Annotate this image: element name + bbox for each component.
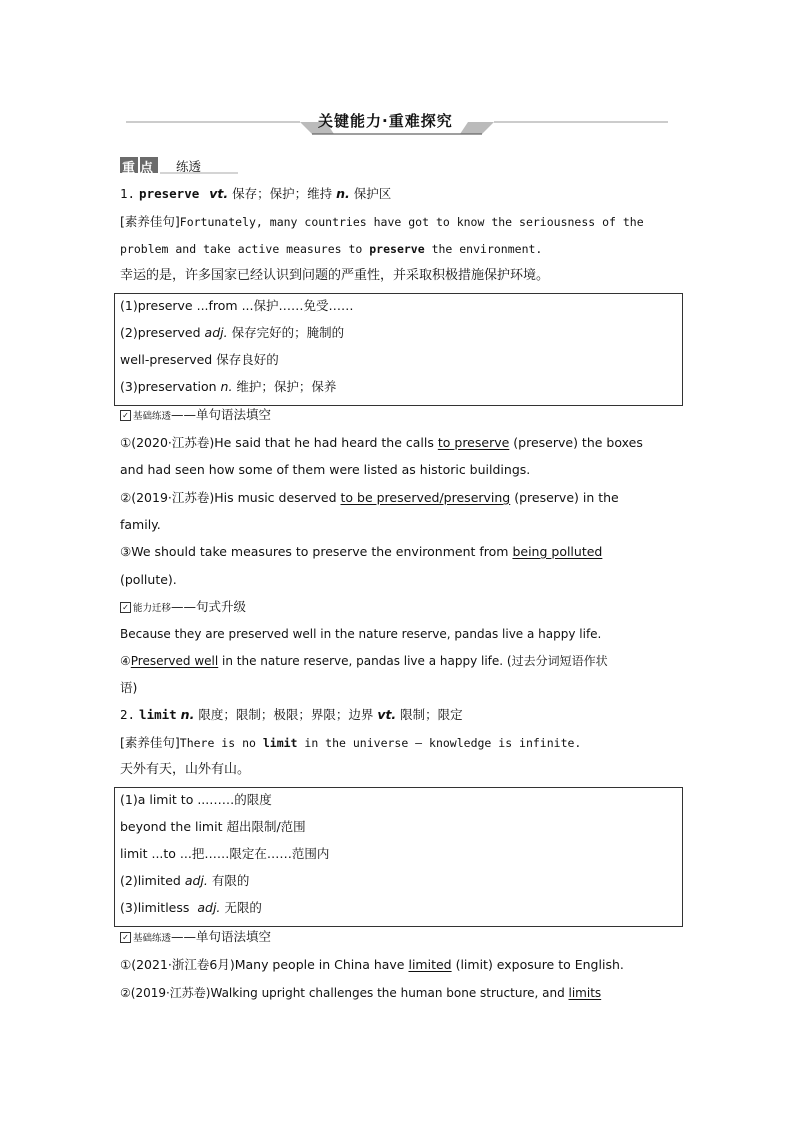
checkbox-icon: ✓ xyxy=(120,932,131,943)
answer-blank: Preserved well xyxy=(130,654,219,668)
item1-question1-line2: and had seen how some of them were listed as historic buildings. xyxy=(120,462,531,477)
item1-heading: 1. preserve vt. 保存；保护；维持 n. 保护区 xyxy=(120,186,392,201)
answer-blank: being polluted xyxy=(512,544,603,559)
item2-box-line1: (1)a limit to ...……的限度 xyxy=(120,792,272,807)
item2-question1: ①(2021·浙江卷6月)Many people in China have limited (limit) exposure to English. xyxy=(120,957,624,972)
checkbox-icon: ✓ xyxy=(120,410,131,421)
badge-mark: 重点 xyxy=(122,161,159,176)
item1-example-line2: problem and take active measures to preserve the environment. xyxy=(120,242,543,256)
item1-transfer-heading: ✓ 能力迁移——句式升级 xyxy=(120,599,246,617)
item2-box-line3: limit ...to ...把……限定在……范围内 xyxy=(120,846,330,861)
checkbox-icon: ✓ xyxy=(120,602,131,613)
answer-blank: limited xyxy=(408,957,452,972)
item2-box-line5: (3)limitless adj. 无限的 xyxy=(120,900,262,915)
answer-blank: to preserve xyxy=(437,435,510,450)
item1-question1-line1: ①(2020·江苏卷)He said that he had heard the calls to preserve (preserve) the boxes xyxy=(120,435,643,450)
item1-box-line3: well-preserved 保存良好的 xyxy=(120,352,279,367)
answer-blank: to be preserved/preserving xyxy=(340,490,511,505)
item2-example: [素养佳句]There is no limit in the universe — knowledge is infinite. xyxy=(120,735,582,750)
item1-word: preserve xyxy=(139,186,200,201)
item1-transfer-sentence: Because they are preserved well in the nature reserve, pandas live a happy life. xyxy=(120,627,602,641)
item2-practice-heading: ✓ 基础练透——单句语法填空 xyxy=(120,929,271,947)
item2-translation: 天外有天，山外有山。 xyxy=(120,762,251,777)
item2-box-line2: beyond the limit 超出限制/范围 xyxy=(120,819,306,834)
answer-blank: limits xyxy=(568,986,602,1000)
item2-word: limit xyxy=(139,707,177,722)
item1-example-line1: [素养佳句]Fortunately, many countries have got to know the seriousness of the xyxy=(120,214,644,229)
item2-box-line4: (2)limited adj. 有限的 xyxy=(120,873,250,888)
item1-box-line4: (3)preservation n. 维护；保护；保养 xyxy=(120,379,337,394)
item2-heading: 2. limit n. 限度；限制；极限；界限；边界 vt. 限制；限定 xyxy=(120,707,463,722)
item2-question2: ②(2019·江苏卷)Walking upright challenges the human bone structure, and limits xyxy=(120,986,602,1000)
item1-transfer-answer-line2: 语) xyxy=(120,680,138,695)
item1-box-line2: (2)preserved adj. 保存完好的；腌制的 xyxy=(120,325,345,340)
item1-transfer-answer-line1: ④Preserved well in the nature reserve, pandas live a happy life. (过去分词短语作状 xyxy=(120,654,608,668)
page-title: 关键能力·重难探究 xyxy=(318,112,453,130)
item1-practice-heading: ✓ 基础练透——单句语法填空 xyxy=(120,407,271,425)
item1-translation: 幸运的是，许多国家已经认识到问题的严重性，并采取积极措施保护环境。 xyxy=(120,268,550,283)
item1-box-line1: (1)preserve ...from ...保护……免受…… xyxy=(120,298,354,313)
item1-question3-line1: ③We should take measures to preserve the environment from being polluted xyxy=(120,544,603,559)
item1-question3-line2: (pollute). xyxy=(120,572,177,587)
item1-question2-line1: ②(2019·江苏卷)His music deserved to be preserved/preserving (preserve) in the xyxy=(120,490,619,505)
item1-question2-line2: family. xyxy=(120,517,161,532)
badge-label: 练透 xyxy=(176,159,202,174)
